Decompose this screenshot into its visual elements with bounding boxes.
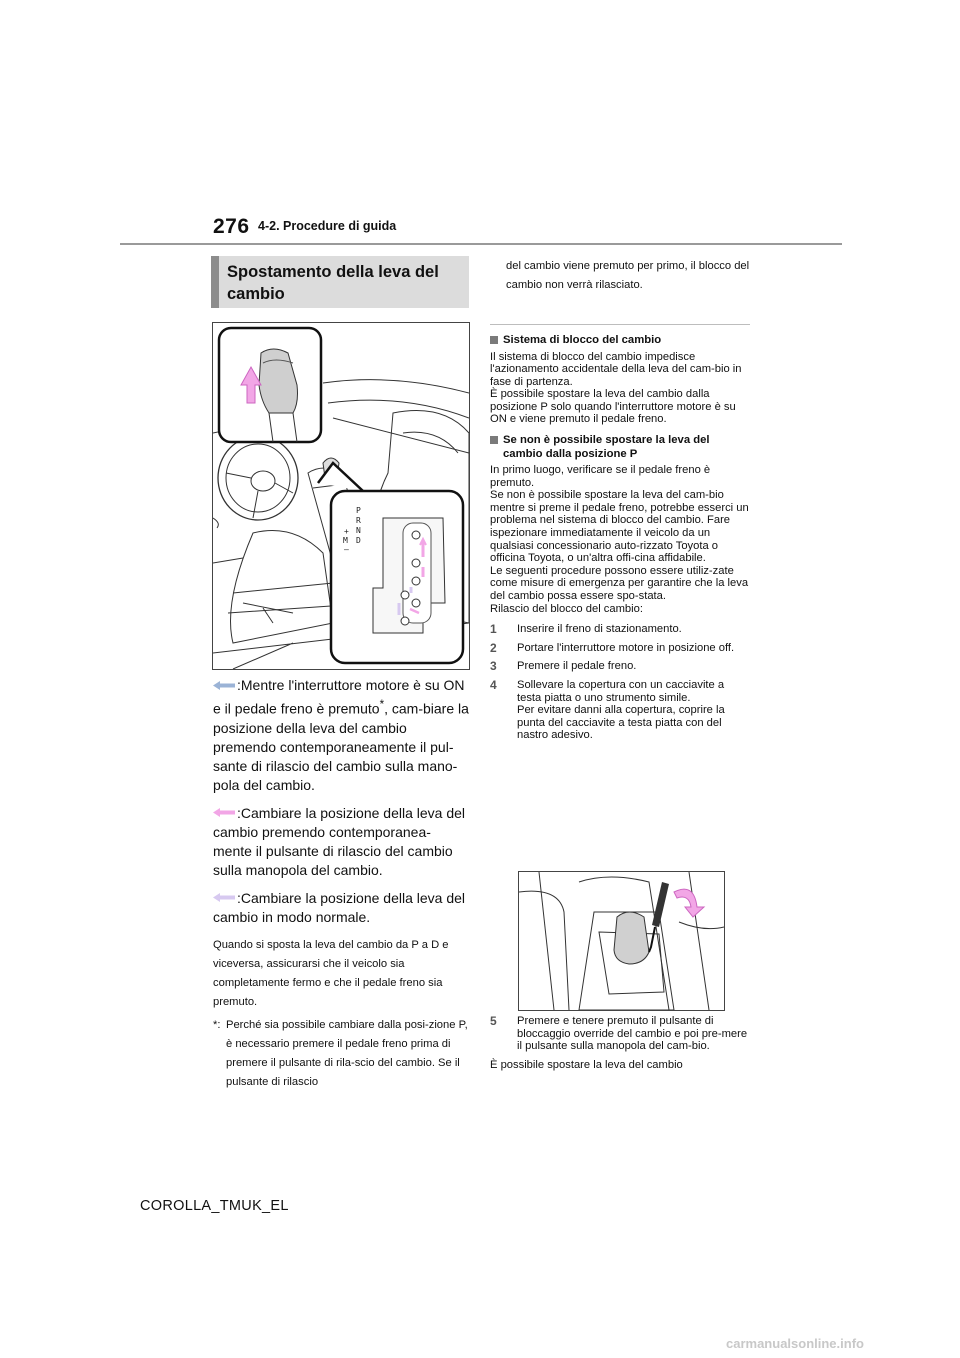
screwdriver-drawing bbox=[519, 872, 724, 1010]
square-bullet-icon bbox=[490, 436, 498, 444]
sub-heading-shift-lock: Sistema di blocco del cambio bbox=[490, 334, 750, 348]
section-heading: Spostamento della leva del cambio bbox=[227, 263, 439, 303]
pink-arrow-icon bbox=[213, 808, 235, 817]
divider bbox=[490, 324, 750, 325]
manual-minus-label: – bbox=[344, 545, 349, 554]
step-3: 3 Premere il pedale freno. bbox=[490, 659, 637, 674]
footnote bbox=[213, 1016, 469, 1092]
legend-2-text: :Cambiare la posizione della leva del cambio premendo contemporanea-mente il pulsante di rilascio del cambio sulla manopola del cambio. bbox=[213, 804, 466, 878]
sub-heading-cannot-shift: Se non è possibile spostare la leva del cambio dalla posizione P bbox=[490, 434, 750, 461]
footnote-continuation-block bbox=[490, 257, 750, 295]
left-column bbox=[213, 676, 469, 1092]
legend-item-1 bbox=[213, 676, 469, 795]
footnote-text: Perché sia possibile cambiare dalla posi-zione P, è necessario premere il pedale freno prima di premere il pulsante di rila-scio del cambio. Se il pulsante di rilascio bbox=[226, 1018, 468, 1088]
page-number: 276 bbox=[213, 215, 250, 238]
gear-label-p: P bbox=[356, 506, 361, 515]
gear-label-d: D bbox=[356, 536, 361, 545]
car-interior-drawing bbox=[213, 323, 469, 669]
shift-lock-text: Il sistema di blocco del cambio impedisce l'azionamento accidentale della leva del cam-bio in fase di partenza. È possibile spostare la leva del cambio dalla posizione P solo quando l'interruttore motore è su ON e viene premuto il pedale freno. bbox=[490, 350, 742, 426]
section-heading-box bbox=[211, 256, 469, 308]
step-2: 2 Portare l'interruttore motore in posizione off. bbox=[490, 640, 735, 655]
right-column-bottom bbox=[490, 1015, 752, 1079]
cover-removal-illustration bbox=[518, 871, 725, 1011]
shift-lever-illustration bbox=[212, 322, 470, 670]
watermark: carmanualsonline.info bbox=[726, 1336, 864, 1351]
square-bullet-icon bbox=[490, 336, 498, 344]
legend-1-text-b: , cam-biare la posizione della leva del cambio premendo contemporaneamente il pul-sante di rilascio del cambio sulla mano-pola del cambio. bbox=[213, 700, 469, 793]
footnote-continuation: del cambio viene premuto per primo, il blocco del cambio non verrà rilasciato. bbox=[506, 260, 750, 291]
manual-plus-label: + bbox=[344, 527, 349, 536]
gear-label-r: R bbox=[356, 516, 361, 525]
closing-text: È possibile spostare la leva del cambio bbox=[490, 1058, 683, 1071]
manual-m-label: M bbox=[343, 536, 348, 545]
legend-3-text: :Cambiare la posizione della leva del cambio in modo normale. bbox=[213, 889, 466, 925]
right-column bbox=[490, 316, 750, 748]
step-1: 1 Inserire il freno di stazionamento. bbox=[490, 622, 682, 637]
rotate-arrow-icon bbox=[674, 889, 704, 917]
legend-item-3 bbox=[213, 889, 469, 927]
light-arrow-icon bbox=[213, 893, 235, 902]
footnote-mark: *: bbox=[213, 1018, 221, 1031]
section-label: 4-2. Procedure di guida bbox=[258, 219, 397, 233]
legend-item-2 bbox=[213, 804, 469, 880]
gear-label-n: N bbox=[356, 526, 361, 535]
step-4: 4 Sollevare la copertura con un cacciavite a testa piatta o uno strumento simile. Per evitare danni alla copertura, coprire la punta del cacciavite a testa piatta con del nastro adesivo. bbox=[490, 677, 725, 742]
footnote-ref: * bbox=[379, 698, 385, 711]
legend-1-text-a: :Mentre l'interruttore motore è su ON e il pedale freno è premuto bbox=[213, 677, 465, 717]
footer-model: COROLLA_TMUK_EL bbox=[140, 1198, 289, 1214]
shift-note: Quando si sposta la leva del cambio da P a D e viceversa, assicurarsi che il veicolo sia completamente fermo e che il pedale freno sia premuto. bbox=[213, 938, 449, 1008]
blue-arrow-icon bbox=[213, 681, 235, 690]
cannot-shift-text: In primo luogo, verificare se il pedale freno è premuto. Se non è possibile spostare la leva del cam-bio mentre si preme il pedale freno, potrebbe esserci un problema nel sistema di blocco del cambio. Fare ispezionare immediatamente il veicolo da un qualsiasi concessionario auto-rizzato Toyota o officina Toyota, o un'altra offi-cina affidabile. Le seguenti procedure possono essere utiliz-zate come misure di emergenza per garantire che la leva del cambio possa essere spo-stata. Rilascio del blocco del cambio: bbox=[490, 464, 749, 615]
header-divider bbox=[120, 243, 842, 245]
step-5: 5 Premere e tenere premuto il pulsante di bloccaggio override del cambio e poi pre-mere il pulsante sulla manopola del cam-bio. bbox=[490, 1014, 748, 1053]
